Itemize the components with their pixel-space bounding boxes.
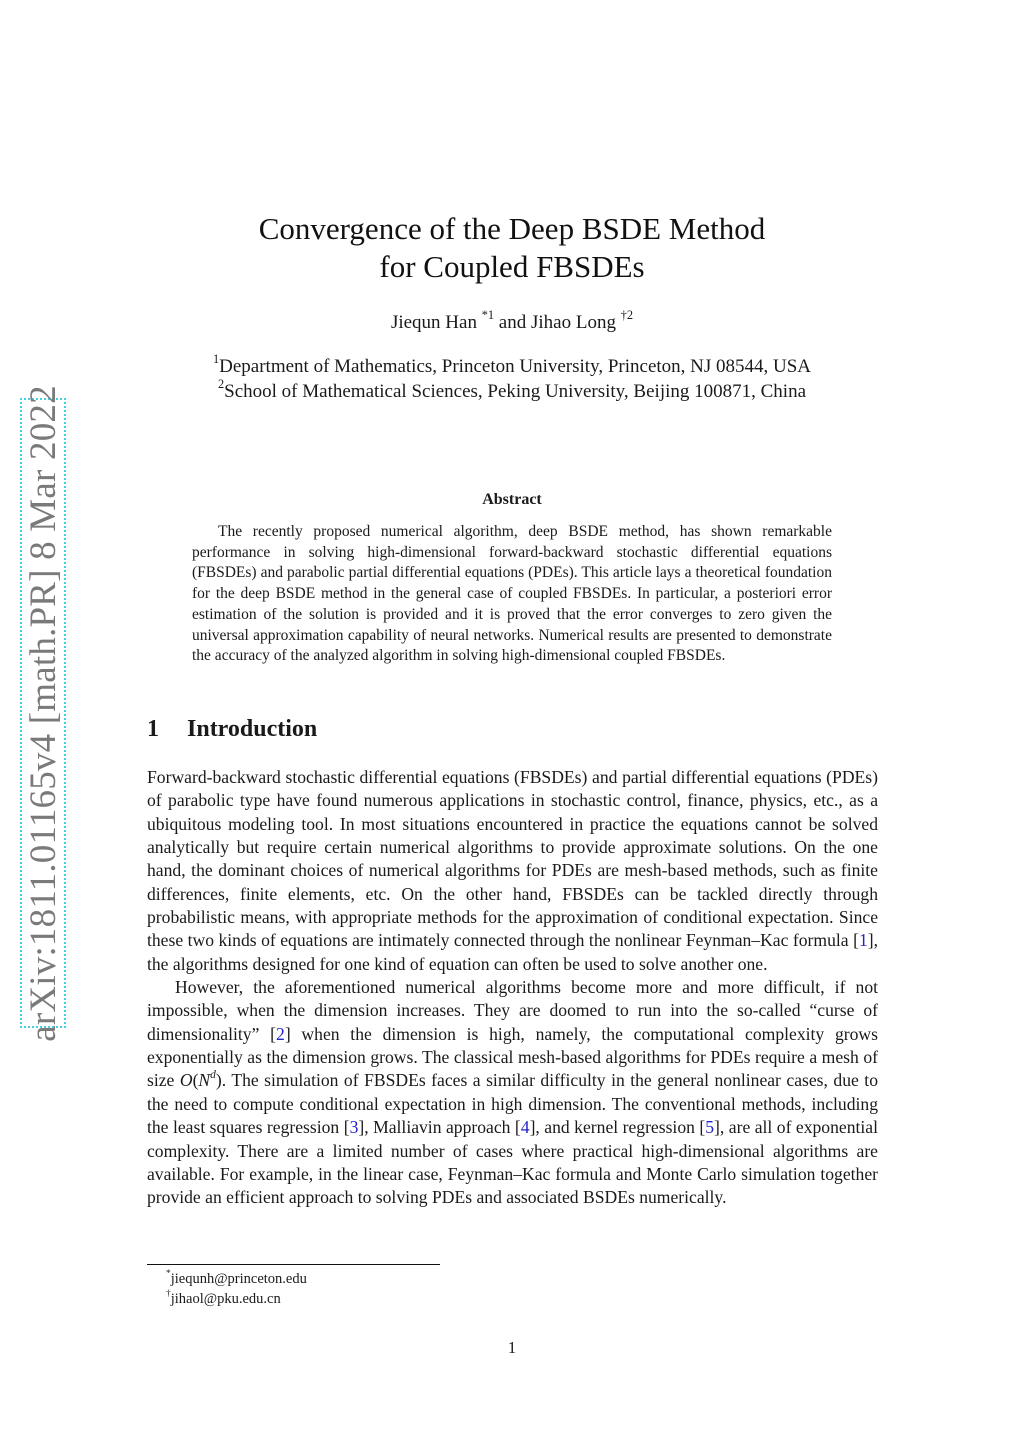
paragraph-2-text-f: ], are all of exponential complexity. There are a limited number of cases where practical high-dimensional algorithms are available. For example, in the linear case, Feynman–Kac formula and Monte Carlo simulation together provide an efficient approach to solving PDEs and associated BSDEs numerically. [147, 1117, 878, 1208]
citation-link-5[interactable]: 5 [705, 1117, 715, 1138]
author-connector: and [498, 312, 527, 333]
affiliation-2-text: School of Mathematical Sciences, Peking University, Beijing 100871, China [224, 381, 807, 402]
citation-link-3[interactable]: 3 [349, 1117, 359, 1138]
arxiv-identifier-stamp[interactable] [20, 384, 66, 1042]
footnote-1-email[interactable]: jiequnh@princeton.edu [170, 1271, 307, 1287]
math-O: O [179, 1070, 193, 1091]
affiliation-1-text: Department of Mathematics, Princeton University, Princeton, NJ 08544, USA [219, 356, 812, 377]
footnote-1-mark: * [166, 1269, 171, 1280]
author-1-name: Jiequn Han [390, 312, 477, 333]
author-list [147, 310, 877, 336]
paragraph-1 [147, 766, 878, 976]
paragraph-2-text-c: . The simulation of FBSDEs faces a similar difficulty in the general nonlinear cases, due to the need to compute conditional expectation in high dimension. The conventional methods, including the least squares regression [ [147, 1070, 878, 1138]
title-line-1: Convergence of the Deep BSDE Method [258, 211, 766, 246]
paper-title [147, 210, 877, 286]
math-open-paren: ( [192, 1070, 199, 1091]
math-d: d [210, 1069, 216, 1082]
affiliation-list [147, 354, 877, 404]
author-2-name: Jihao Long [530, 312, 616, 333]
citation-link-1[interactable]: 1 [858, 930, 868, 951]
paragraph-2 [147, 976, 878, 1209]
footnote-2-mark: † [166, 1289, 171, 1300]
paragraph-2-text-d: ], Malliavin approach [ [358, 1117, 521, 1138]
arxiv-identifier-text: arXiv:1811.01165v4 [math.PR] 8 Mar 2022 [22, 384, 64, 1042]
page-number: 1 [507, 1338, 517, 1357]
affiliation-2 [147, 379, 877, 404]
citation-link-4[interactable]: 4 [520, 1117, 530, 1138]
math-N: N [198, 1070, 211, 1091]
footnote-divider [147, 1264, 440, 1265]
paragraph-1-text-a: Forward-backward stochastic differential equations (FBSDEs) and partial differential equations (PDEs) of parabolic type have found numerous applications in stochastic control, finance, physics, etc., as a ubiquitous modeling tool. In most situations encountered in practice the equations cannot be solved analytically but require certain numerical algorithms to provide approximate solutions. On the one hand, the dominant choices of numerical algorithms for PDEs are mesh-based methods, such as finite differences, finite elements, etc. On the other hand, FBSDEs can be tackled directly through probabilistic means, with appropriate methods for the approximation of conditional expectation. Since these two kinds of equations are intimately connected through the nonlinear Feynman–Kac formula [ [147, 767, 878, 951]
footnote-2 [166, 1289, 307, 1309]
title-line-2: for Coupled FBSDEs [379, 249, 645, 284]
section-title: Introduction [187, 716, 318, 742]
footnote-2-email[interactable]: jihaol@pku.edu.cn [170, 1291, 281, 1307]
paragraph-1-text-b: ], the algorithms designed for one kind of equation can often be used to solve another one. [147, 930, 878, 974]
introduction-body [147, 766, 878, 1210]
abstract-text: The recently proposed numerical algorithm, deep BSDE method, has shown remarkable performance in solving high-dimensional forward-backward stochastic differential equations (FBSDEs) and parabolic partial differential equations (PDEs). This article lays a theoretical foundation for the deep BSDE method in the general case of coupled FBSDEs. In particular, a posteriori error estimation of the solution is provided and it is proved that the error converges to zero given the universal approximation capability of neural networks. Numerical results are presented to demonstrate the accuracy of the analyzed algorithm in solving high-dimensional coupled FBSDEs. [192, 523, 832, 665]
paragraph-2-text-b: ] when the dimension is high, namely, the computational complexity grows exponentially as the dimension grows. The classical mesh-based algorithms for PDEs require a mesh of size [147, 1023, 878, 1091]
author-2-mark: †2 [620, 308, 634, 323]
footnote-1 [166, 1269, 307, 1289]
math-close-paren: ) [215, 1070, 222, 1091]
footnote-list [166, 1269, 307, 1309]
section-heading [147, 716, 317, 743]
affiliation-1-mark: 1 [212, 352, 220, 367]
citation-link-2[interactable]: 2 [276, 1023, 285, 1044]
section-number: 1 [147, 716, 159, 742]
affiliation-2-mark: 2 [217, 377, 225, 392]
author-1-mark: *1 [481, 308, 495, 323]
affiliation-1 [147, 354, 877, 379]
paragraph-2-text-a: However, the aforementioned numerical algorithms become more and more difficult, if not impossible, when the dimension increases. They are doomed to run into the so-called “curse of dimensionality” [ [147, 977, 878, 1044]
abstract-heading: Abstract [482, 491, 542, 508]
paragraph-2-text-e: ], and kernel regression [ [529, 1117, 706, 1138]
